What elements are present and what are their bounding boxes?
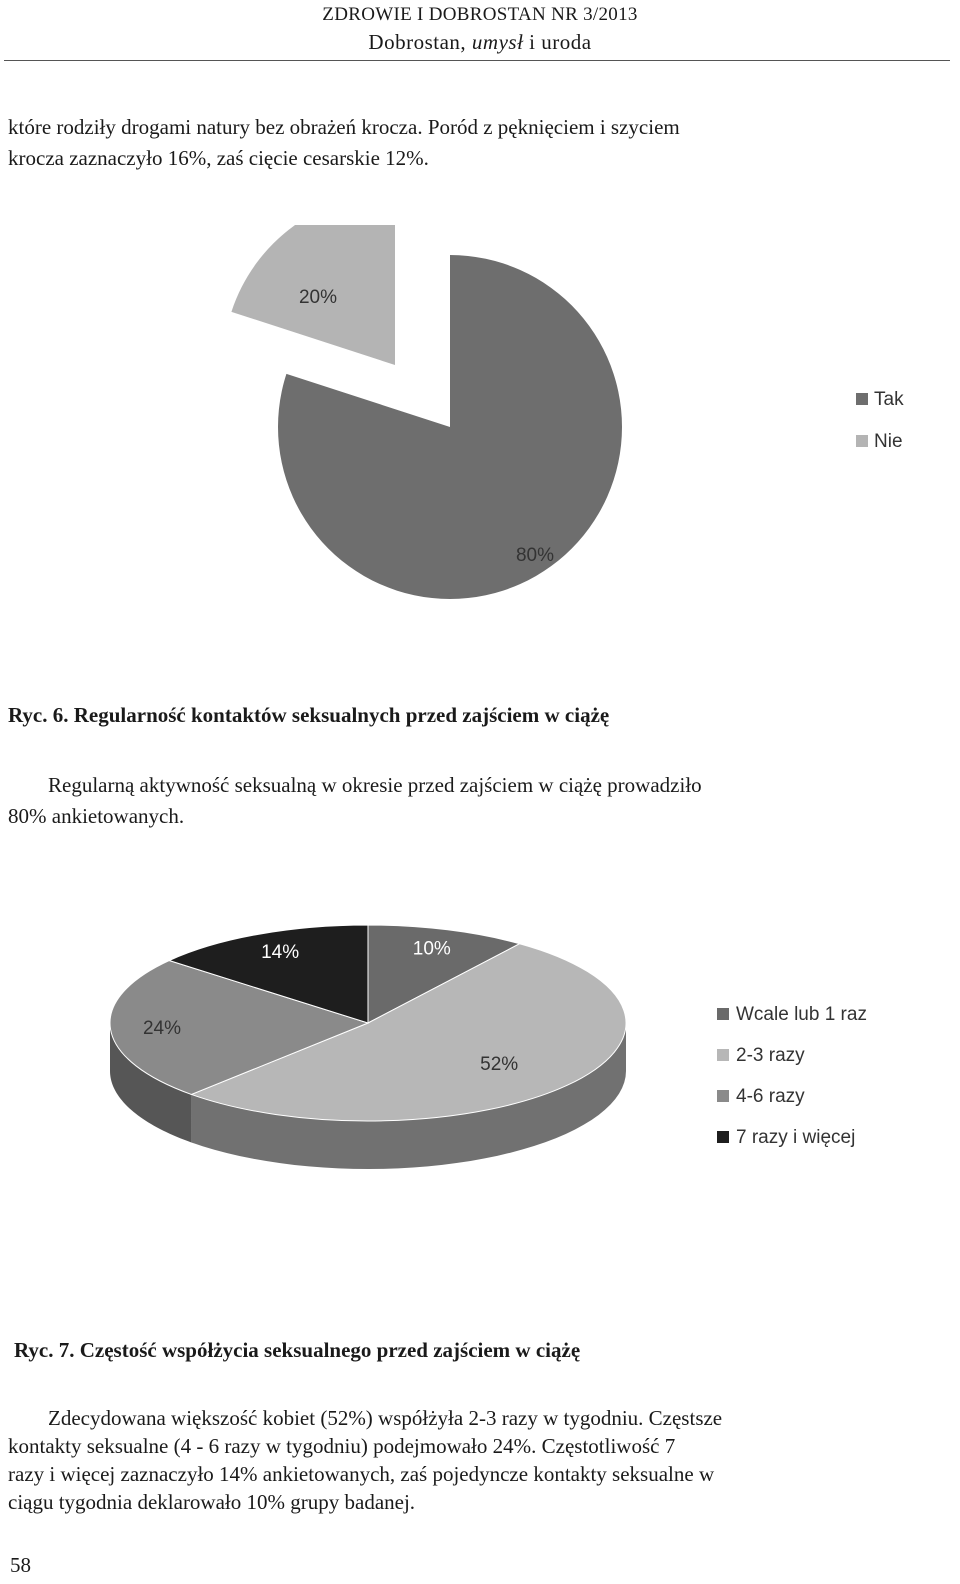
subtitle-part: Dobrostan, [368,30,472,54]
legend-swatch-2-3-razy [717,1049,729,1061]
figure-7-paragraph [8,1404,948,1516]
legend-label-7-razy-i-wi-cej: 7 razy i więcej [736,1127,856,1148]
text-line: które rodziły drogami natury bez obrażeń krocza. Poród z pęknięciem i szyciem [8,115,680,139]
legend-swatch-4-6-razy [717,1090,729,1102]
text-line [8,770,948,801]
subtitle-italic-part: umysł [471,30,524,54]
data-label-4-6-razy: 24% [142,1017,182,1039]
figure-7-caption: Ryc. 7. Częstość współżycia seksualnego przed zajściem w ciążę [14,1338,581,1362]
intro-paragraph [8,112,948,174]
legend-swatch-nie [856,435,868,447]
data-label-2-3-razy: 52% [480,1054,519,1076]
data-label-nie: 20% [298,287,338,308]
legend-label-tak: Tak [874,389,904,410]
text-line: 80% ankietowanych. [8,804,185,828]
data-label-wcale-lub-1-raz: 10% [412,938,451,960]
legend-label-4-6-razy: 4-6 razy [736,1086,805,1107]
journal-header: ZDROWIE I DOBROSTAN NR 3/2013 [322,4,638,25]
text-line: kontakty seksualne (4 - 6 razy w tygodniu) podejmowało 24%. Częstotliwość 7 [8,1434,676,1458]
text-line [8,1404,948,1432]
text-line-content: Zdecydowana większość kobiet (52%) współżyła 2-3 razy w tygodniu. Częstsze [48,1406,723,1430]
text-line: krocza zaznaczyło 16%, zaś cięcie cesarskie 12%. [8,146,429,170]
text-line: razy i więcej zaznaczyło 14% ankietowanych, zaś pojedyncze kontakty seksualne w [8,1462,715,1486]
legend-label-wcale-lub-1-raz: Wcale lub 1 raz [736,1004,867,1025]
figure-6-caption: Ryc. 6. Regularność kontaktów seksualnych przed zajściem w ciążę [8,703,610,727]
text-line: ciągu tygodnia deklarowało 10% grupy badanej. [8,1490,416,1514]
subtitle-part: i uroda [523,30,592,54]
journal-subtitle [0,30,960,54]
legend-swatch-7-razy-i-wi-cej [717,1131,729,1143]
figure-7-pie-chart [0,915,960,1190]
legend-label-2-3-razy: 2-3 razy [736,1045,805,1066]
data-label-tak: 80% [515,545,555,566]
header-rule [4,60,950,61]
text-line-content: Regularną aktywność seksualną w okresie przed zajściem w ciążę prowadziło [48,773,702,797]
data-label-7-razy-i-wi-cej: 14% [261,942,300,964]
page-number: 58 [10,1553,31,1577]
legend-label-nie: Nie [874,431,903,452]
figure-6-paragraph [8,770,948,832]
legend-swatch-wcale-lub-1-raz [717,1008,729,1020]
figure-6-pie-chart [0,225,960,645]
legend-swatch-tak [856,393,868,405]
